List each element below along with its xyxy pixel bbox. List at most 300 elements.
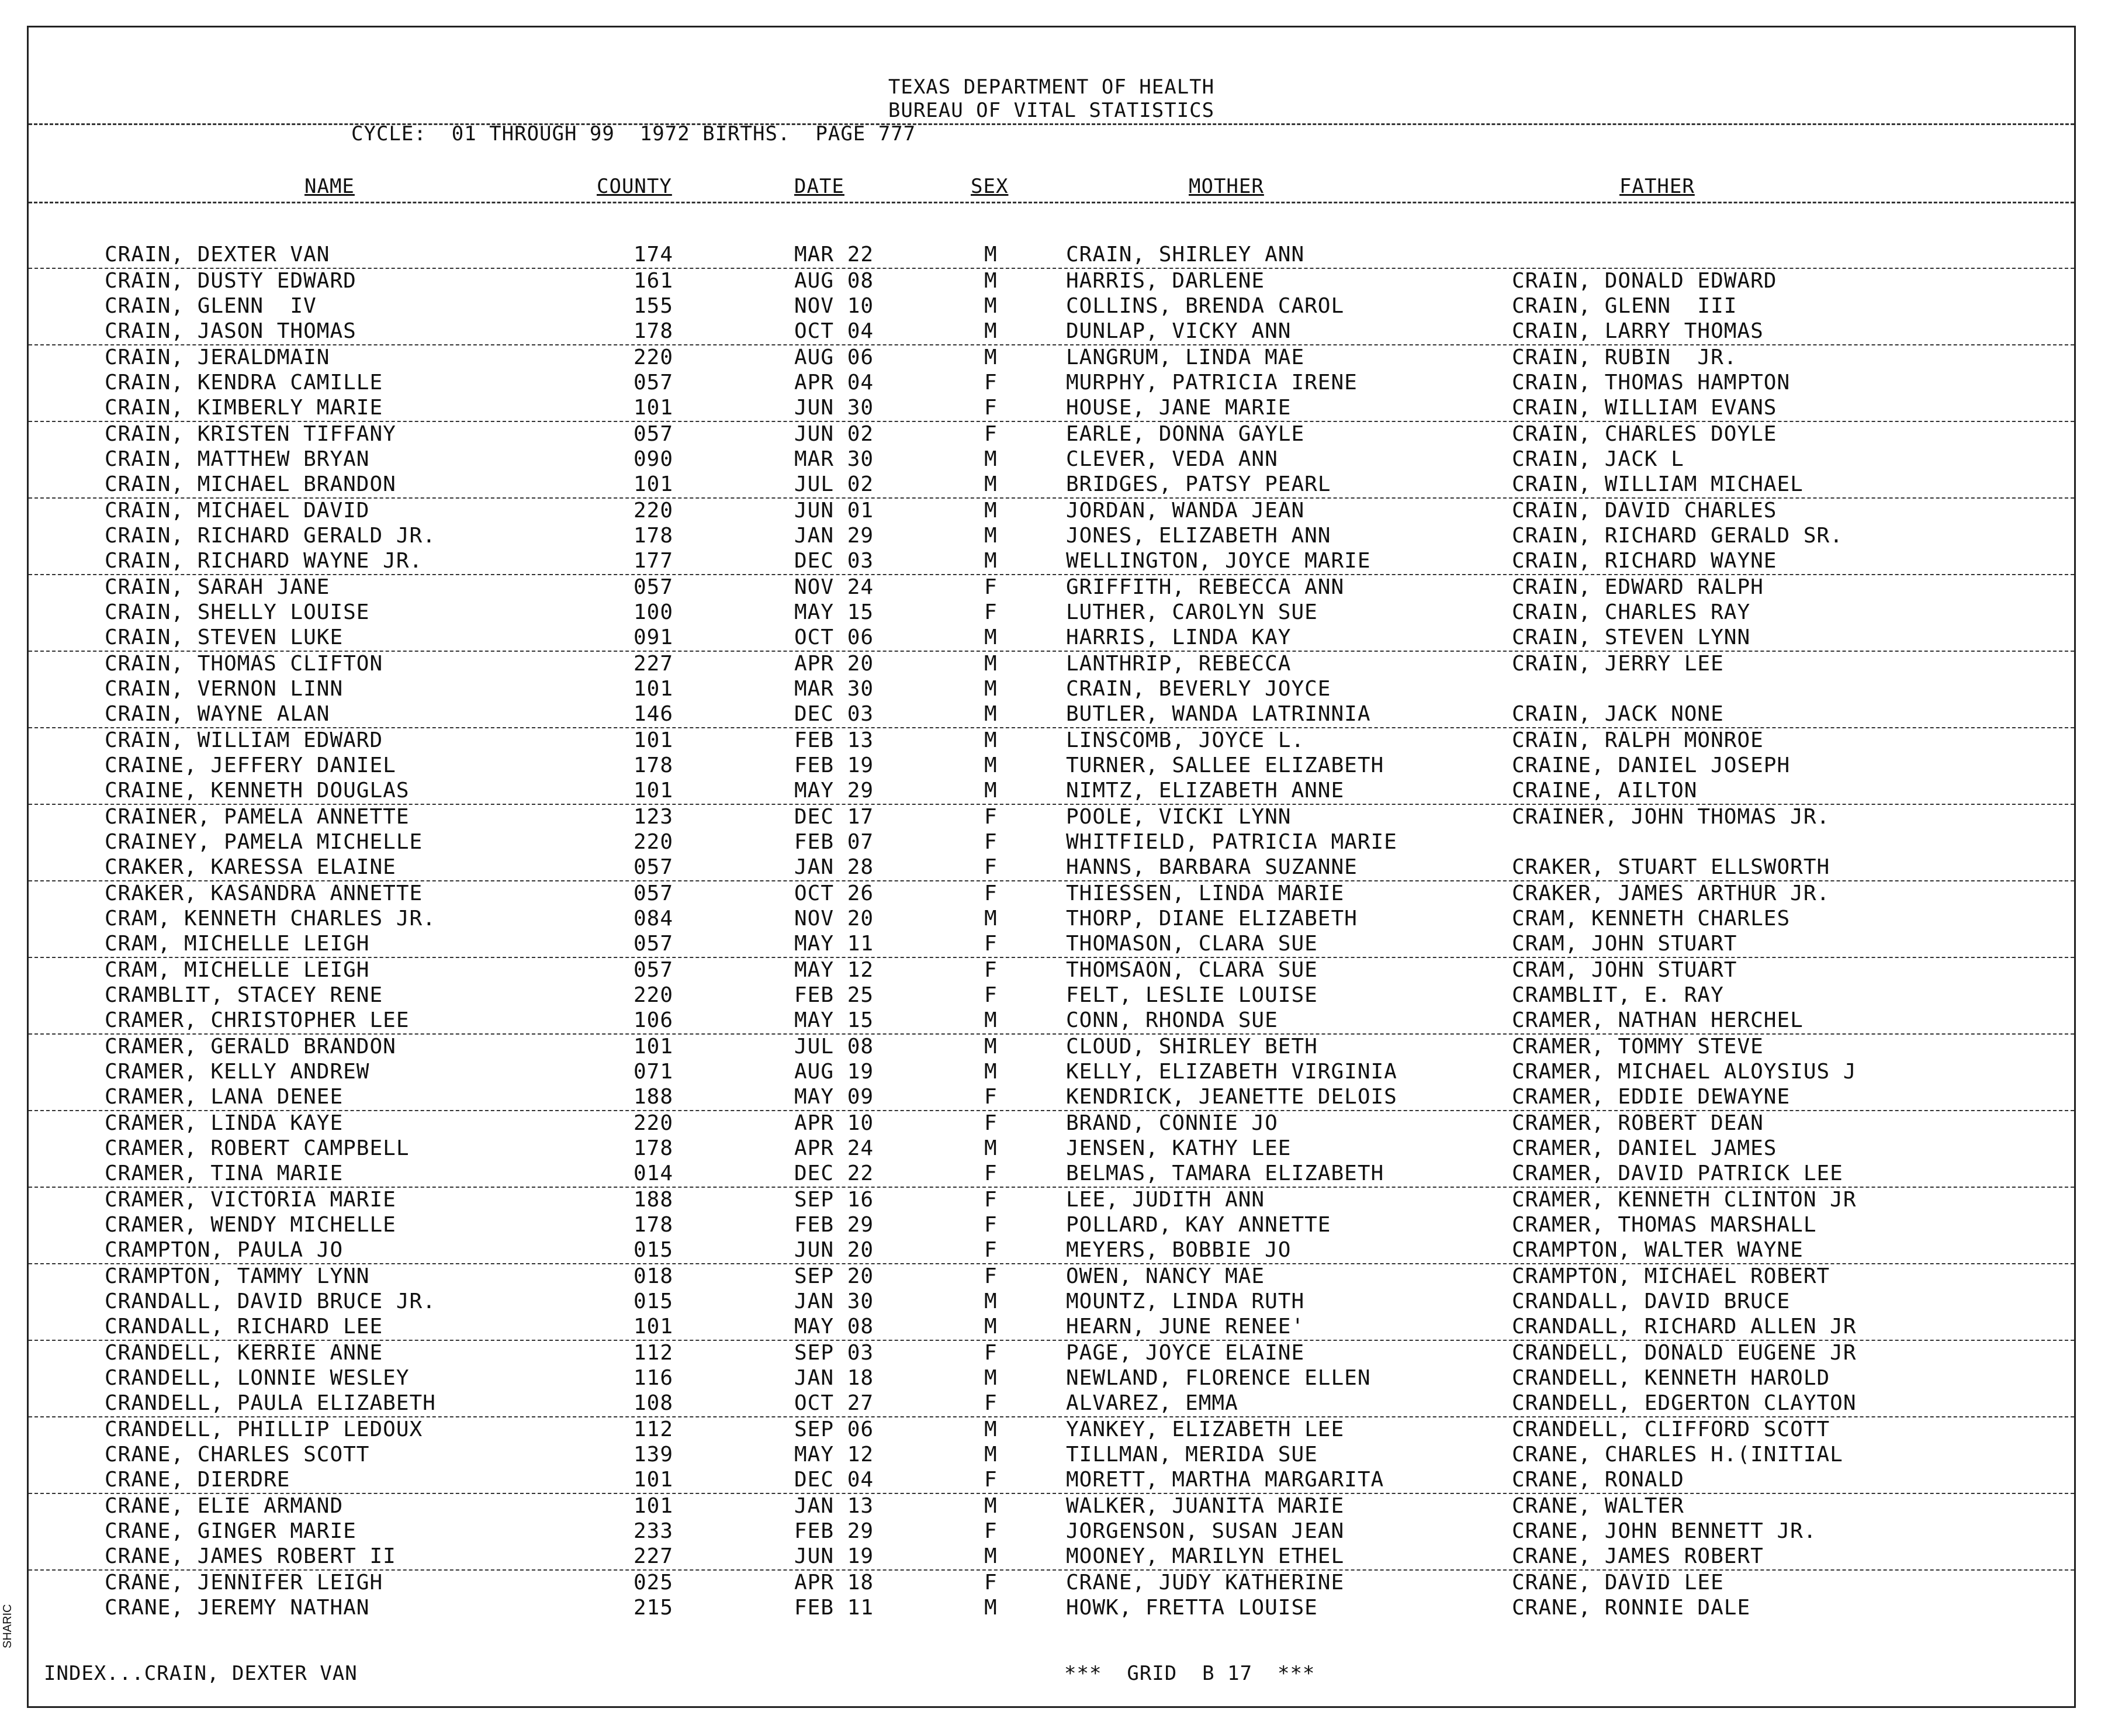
header-divider	[29, 123, 2074, 125]
record-row	[29, 1136, 2074, 1161]
column-header-sex: SEX	[971, 175, 1009, 198]
record-sex: F	[984, 881, 998, 905]
record-father: CRAMER, KENNETH CLINTON JR	[1512, 1188, 1857, 1212]
record-mother: CLEVER, VEDA ANN	[1066, 447, 1278, 471]
record-name: CRANDELL, PHILLIP LEDOUX	[105, 1417, 423, 1441]
record-date: NOV 10	[794, 294, 874, 318]
record-mother: EARLE, DONNA GAYLE	[1066, 422, 1305, 446]
record-mother: POLLARD, KAY ANNETTE	[1066, 1213, 1331, 1237]
record-county: 116	[634, 1366, 674, 1390]
record-row	[29, 1315, 2074, 1341]
record-mother: DUNLAP, VICKY ANN	[1066, 319, 1292, 343]
record-row	[29, 1008, 2074, 1035]
record-county: 101	[634, 677, 674, 701]
record-county: 161	[634, 269, 674, 293]
record-date: FEB 29	[794, 1213, 874, 1237]
record-name: CRAIN, SHELLY LOUISE	[105, 600, 370, 624]
record-row	[29, 779, 2074, 805]
record-sex: M	[984, 472, 998, 496]
record-name: CRANE, DIERDRE	[105, 1468, 290, 1492]
record-sex: F	[984, 1571, 998, 1595]
record-father: CRAIN, THOMAS HAMPTON	[1512, 371, 1791, 395]
record-sex: F	[984, 855, 998, 879]
record-date: JUN 01	[794, 499, 874, 523]
record-row	[29, 1519, 2074, 1544]
record-father: CRAIN, JACK NONE	[1512, 702, 1724, 726]
record-county: 233	[634, 1519, 674, 1543]
record-name: CRAIN, JASON THOMAS	[105, 319, 356, 343]
record-name: CRAIN, GLENN IV	[105, 294, 317, 318]
record-name: CRAMER, LANA DENEE	[105, 1085, 344, 1109]
record-row	[29, 269, 2074, 294]
record-father: CRANE, DAVID LEE	[1512, 1571, 1724, 1595]
record-date: DEC 22	[794, 1161, 874, 1185]
record-name: CRAIN, RICHARD GERALD JR.	[105, 524, 436, 548]
record-county: 101	[634, 396, 674, 420]
record-county: 100	[634, 600, 674, 624]
record-date: MAY 15	[794, 1008, 874, 1032]
record-sex: F	[984, 830, 998, 854]
record-date: APR 20	[794, 652, 874, 676]
record-name: CRANE, CHARLES SCOTT	[105, 1443, 370, 1467]
record-mother: KENDRICK, JEANETTE DELOIS	[1066, 1085, 1397, 1109]
record-name: CRAIN, KENDRA CAMILLE	[105, 371, 383, 395]
record-sex: M	[984, 499, 998, 523]
record-row	[29, 1035, 2074, 1060]
record-date: OCT 26	[794, 881, 874, 905]
record-name: CRAIN, THOMAS CLIFTON	[105, 652, 383, 676]
record-county: 101	[634, 1315, 674, 1339]
record-sex: M	[984, 447, 998, 471]
record-date: JUL 08	[794, 1035, 874, 1059]
record-father: CRAM, KENNETH CHARLES	[1512, 907, 1791, 931]
record-father: CRAIN, CHARLES DOYLE	[1512, 422, 1777, 446]
record-sex: F	[984, 1391, 998, 1415]
record-sex: M	[984, 625, 998, 649]
record-date: AUG 08	[794, 269, 874, 293]
report-subtitle: BUREAU OF VITAL STATISTICS	[888, 99, 1215, 122]
record-name: CRAMER, VICTORIA MARIE	[105, 1188, 396, 1212]
record-row	[29, 1213, 2074, 1238]
record-name: CRAKER, KARESSA ELAINE	[105, 855, 396, 879]
record-county: 188	[634, 1085, 674, 1109]
record-mother: LANGRUM, LINDA MAE	[1066, 345, 1305, 369]
record-sex: F	[984, 983, 998, 1007]
record-sex: F	[984, 575, 998, 599]
record-date: OCT 27	[794, 1391, 874, 1415]
column-header-date: DATE	[794, 175, 844, 198]
record-county: 057	[634, 855, 674, 879]
record-name: CRAIN, VERNON LINN	[105, 677, 344, 701]
record-mother: THOMASON, CLARA SUE	[1066, 932, 1318, 956]
record-row	[29, 881, 2074, 907]
record-father: CRAIN, RICHARD GERALD SR.	[1512, 524, 1843, 548]
record-name: CRAMER, CHRISTOPHER LEE	[105, 1008, 410, 1032]
record-mother: BELMAS, TAMARA ELIZABETH	[1066, 1161, 1384, 1185]
record-county: 057	[634, 422, 674, 446]
record-sex: M	[984, 524, 998, 548]
record-mother: LEE, JUDITH ANN	[1066, 1188, 1265, 1212]
record-sex: M	[984, 549, 998, 573]
record-name: CRAINER, PAMELA ANNETTE	[105, 805, 410, 829]
record-county: 106	[634, 1008, 674, 1032]
record-county: 101	[634, 1494, 674, 1518]
record-father: CRAMPTON, WALTER WAYNE	[1512, 1238, 1804, 1262]
record-county: 101	[634, 472, 674, 496]
record-date: DEC 03	[794, 549, 874, 573]
record-father: CRAIN, RUBIN JR.	[1512, 345, 1737, 369]
column-header-mother: MOTHER	[1189, 175, 1264, 198]
record-mother: HARRIS, LINDA KAY	[1066, 625, 1292, 649]
record-sex: M	[984, 1366, 998, 1390]
record-date: AUG 06	[794, 345, 874, 369]
record-sex: M	[984, 677, 998, 701]
record-date: AUG 19	[794, 1060, 874, 1084]
record-father: CRANDELL, KENNETH HAROLD	[1512, 1366, 1830, 1390]
record-father: CRAINE, DANIEL JOSEPH	[1512, 753, 1791, 777]
record-row	[29, 625, 2074, 652]
record-county: 057	[634, 881, 674, 905]
record-name: CRANDELL, PAULA ELIZABETH	[105, 1391, 436, 1415]
record-father: CRAIN, JACK L	[1512, 447, 1684, 471]
record-county: 084	[634, 907, 674, 931]
record-name: CRAIN, MICHAEL DAVID	[105, 499, 370, 523]
record-name: CRANE, ELIE ARMAND	[105, 1494, 344, 1518]
record-mother: MOUNTZ, LINDA RUTH	[1066, 1289, 1305, 1313]
record-date: SEP 20	[794, 1264, 874, 1288]
record-sex: M	[984, 1289, 998, 1313]
record-row	[29, 575, 2074, 600]
record-mother: YANKEY, ELIZABETH LEE	[1066, 1417, 1345, 1441]
record-row	[29, 677, 2074, 702]
record-date: JUL 02	[794, 472, 874, 496]
record-county: 057	[634, 958, 674, 982]
record-name: CRAIN, DEXTER VAN	[105, 243, 330, 267]
record-row	[29, 1571, 2074, 1596]
record-father: CRANE, JAMES ROBERT	[1512, 1544, 1764, 1568]
record-sex: F	[984, 1264, 998, 1288]
record-date: APR 04	[794, 371, 874, 395]
record-father: CRAMER, TOMMY STEVE	[1512, 1035, 1764, 1059]
record-sex: F	[984, 1111, 998, 1135]
record-name: CRAIN, MICHAEL BRANDON	[105, 472, 396, 496]
grid-reference: *** GRID B 17 ***	[1064, 1662, 1316, 1685]
record-father: CRAIN, STEVEN LYNN	[1512, 625, 1751, 649]
record-row	[29, 1161, 2074, 1188]
record-name: CRAINEY, PAMELA MICHELLE	[105, 830, 423, 854]
record-sex: M	[984, 779, 998, 803]
record-father: CRAM, JOHN STUART	[1512, 932, 1737, 956]
record-mother: TURNER, SALLEE ELIZABETH	[1066, 753, 1384, 777]
record-mother: ALVAREZ, EMMA	[1066, 1391, 1238, 1415]
record-sex: M	[984, 702, 998, 726]
record-mother: FELT, LESLIE LOUISE	[1066, 983, 1318, 1007]
record-mother: OWEN, NANCY MAE	[1066, 1264, 1265, 1288]
record-name: CRAIN, MATTHEW BRYAN	[105, 447, 370, 471]
record-father: CRANDELL, DONALD EUGENE JR	[1512, 1341, 1857, 1365]
record-sex: M	[984, 345, 998, 369]
record-mother: CONN, RHONDA SUE	[1066, 1008, 1278, 1032]
record-county: 177	[634, 549, 674, 573]
record-date: APR 18	[794, 1571, 874, 1595]
record-county: 018	[634, 1264, 674, 1288]
record-mother: WELLINGTON, JOYCE MARIE	[1066, 549, 1371, 573]
record-sex: M	[984, 1315, 998, 1339]
record-county: 015	[634, 1238, 674, 1262]
record-mother: JORGENSON, SUSAN JEAN	[1066, 1519, 1345, 1543]
record-county: 178	[634, 1136, 674, 1160]
record-county: 215	[634, 1596, 674, 1620]
record-sex: M	[984, 319, 998, 343]
record-row	[29, 1443, 2074, 1468]
record-date: FEB 29	[794, 1519, 874, 1543]
record-name: CRAM, MICHELLE LEIGH	[105, 932, 370, 956]
record-county: 178	[634, 1213, 674, 1237]
record-row	[29, 753, 2074, 779]
record-father: CRAIN, JERRY LEE	[1512, 652, 1724, 676]
record-sex: F	[984, 1188, 998, 1212]
record-father: CRAIN, RALPH MONROE	[1512, 728, 1764, 752]
record-name: CRAINE, KENNETH DOUGLAS	[105, 779, 410, 803]
record-mother: HANNS, BARBARA SUZANNE	[1066, 855, 1358, 879]
record-row	[29, 1391, 2074, 1417]
record-row	[29, 1494, 2074, 1519]
record-date: NOV 24	[794, 575, 874, 599]
record-father: CRAMER, MICHAEL ALOYSIUS J	[1512, 1060, 1857, 1084]
record-name: CRAMER, TINA MARIE	[105, 1161, 344, 1185]
record-mother: NIMTZ, ELIZABETH ANNE	[1066, 779, 1345, 803]
record-name: CRAIN, RICHARD WAYNE JR.	[105, 549, 423, 573]
record-mother: WALKER, JUANITA MARIE	[1066, 1494, 1345, 1518]
record-sex: F	[984, 1519, 998, 1543]
record-row	[29, 1596, 2074, 1621]
record-mother: HEARN, JUNE RENEE'	[1066, 1315, 1305, 1339]
record-mother: CRANE, JUDY KATHERINE	[1066, 1571, 1345, 1595]
record-date: MAR 30	[794, 677, 874, 701]
record-sex: M	[984, 1494, 998, 1518]
record-date: JUN 19	[794, 1544, 874, 1568]
record-sex: M	[984, 1443, 998, 1467]
record-row	[29, 319, 2074, 345]
record-father: CRAM, JOHN STUART	[1512, 958, 1737, 982]
record-county: 220	[634, 983, 674, 1007]
record-sex: M	[984, 1060, 998, 1084]
record-county: 220	[634, 1111, 674, 1135]
record-sex: F	[984, 396, 998, 420]
record-name: CRAMER, WENDY MICHELLE	[105, 1213, 396, 1237]
record-date: DEC 17	[794, 805, 874, 829]
record-county: 146	[634, 702, 674, 726]
records-list	[29, 243, 2074, 1621]
record-county: 071	[634, 1060, 674, 1084]
record-mother: MORETT, MARTHA MARGARITA	[1066, 1468, 1384, 1492]
record-date: MAY 29	[794, 779, 874, 803]
cycle-line: CYCLE: 01 THROUGH 99 1972 BIRTHS. PAGE 777	[351, 122, 916, 146]
record-name: CRANE, JEREMY NATHAN	[105, 1596, 370, 1620]
record-sex: M	[984, 1035, 998, 1059]
record-name: CRAIN, WAYNE ALAN	[105, 702, 330, 726]
record-county: 220	[634, 499, 674, 523]
record-date: OCT 04	[794, 319, 874, 343]
record-mother: THOMSAON, CLARA SUE	[1066, 958, 1318, 982]
record-mother: HOUSE, JANE MARIE	[1066, 396, 1292, 420]
record-date: DEC 03	[794, 702, 874, 726]
record-mother: MURPHY, PATRICIA IRENE	[1066, 371, 1358, 395]
record-name: CRAMBLIT, STACEY RENE	[105, 983, 383, 1007]
report-frame	[27, 26, 2076, 1708]
record-sex: M	[984, 269, 998, 293]
record-county: 101	[634, 728, 674, 752]
record-row	[29, 1264, 2074, 1289]
record-row	[29, 830, 2074, 855]
record-mother: PAGE, JOYCE ELAINE	[1066, 1341, 1305, 1365]
record-mother: LINSCOMB, JOYCE L.	[1066, 728, 1305, 752]
record-date: MAY 09	[794, 1085, 874, 1109]
record-row	[29, 1468, 2074, 1494]
record-county: 101	[634, 779, 674, 803]
record-date: SEP 06	[794, 1417, 874, 1441]
record-sex: M	[984, 1544, 998, 1568]
record-row	[29, 1111, 2074, 1136]
record-mother: KELLY, ELIZABETH VIRGINIA	[1066, 1060, 1397, 1084]
record-sex: M	[984, 1008, 998, 1032]
record-mother: JONES, ELIZABETH ANN	[1066, 524, 1331, 548]
record-date: MAY 15	[794, 600, 874, 624]
record-name: CRANE, GINGER MARIE	[105, 1519, 356, 1543]
record-date: JAN 30	[794, 1289, 874, 1313]
record-father: CRAIN, LARRY THOMAS	[1512, 319, 1764, 343]
record-name: CRAMER, LINDA KAYE	[105, 1111, 344, 1135]
record-date: JAN 13	[794, 1494, 874, 1518]
record-sex: M	[984, 1417, 998, 1441]
record-father: CRAMER, DANIEL JAMES	[1512, 1136, 1777, 1160]
record-sex: F	[984, 422, 998, 446]
record-sex: F	[984, 1085, 998, 1109]
record-father: CRAMER, ROBERT DEAN	[1512, 1111, 1764, 1135]
record-father: CRAKER, JAMES ARTHUR JR.	[1512, 881, 1830, 905]
record-father: CRANDELL, EDGERTON CLAYTON	[1512, 1391, 1857, 1415]
record-mother: GRIFFITH, REBECCA ANN	[1066, 575, 1345, 599]
record-name: CRAMER, ROBERT CAMPBELL	[105, 1136, 410, 1160]
record-row	[29, 549, 2074, 575]
record-father: CRAIN, DAVID CHARLES	[1512, 499, 1777, 523]
record-row	[29, 422, 2074, 447]
record-father: CRAIN, CHARLES RAY	[1512, 600, 1751, 624]
record-sex: M	[984, 753, 998, 777]
record-sex: M	[984, 294, 998, 318]
record-county: 101	[634, 1035, 674, 1059]
record-name: CRAIN, WILLIAM EDWARD	[105, 728, 383, 752]
record-row	[29, 1238, 2074, 1264]
record-mother: MOONEY, MARILYN ETHEL	[1066, 1544, 1345, 1568]
record-county: 015	[634, 1289, 674, 1313]
record-date: FEB 07	[794, 830, 874, 854]
record-sex: M	[984, 1136, 998, 1160]
record-date: MAY 11	[794, 932, 874, 956]
record-father: CRAMPTON, MICHAEL ROBERT	[1512, 1264, 1830, 1288]
record-county: 101	[634, 1468, 674, 1492]
record-father: CRAMER, EDDIE DEWAYNE	[1512, 1085, 1791, 1109]
column-header-county: COUNTY	[597, 175, 672, 198]
record-father: CRANE, CHARLES H.(INITIAL	[1512, 1443, 1843, 1467]
record-father: CRANE, RONALD	[1512, 1468, 1684, 1492]
record-county: 227	[634, 652, 674, 676]
record-row	[29, 294, 2074, 319]
record-date: NOV 20	[794, 907, 874, 931]
record-county: 178	[634, 753, 674, 777]
record-county: 091	[634, 625, 674, 649]
record-name: CRAIN, KRISTEN TIFFANY	[105, 422, 396, 446]
record-father: CRAINER, JOHN THOMAS JR.	[1512, 805, 1830, 829]
record-row	[29, 1341, 2074, 1366]
record-county: 025	[634, 1571, 674, 1595]
record-name: CRANE, JENNIFER LEIGH	[105, 1571, 383, 1595]
record-mother: THIESSEN, LINDA MARIE	[1066, 881, 1345, 905]
record-county: 112	[634, 1417, 674, 1441]
record-date: MAR 30	[794, 447, 874, 471]
record-row	[29, 472, 2074, 499]
record-county: 220	[634, 345, 674, 369]
index-footer: INDEX...CRAIN, DEXTER VAN	[44, 1662, 358, 1685]
column-header-father: FATHER	[1619, 175, 1695, 198]
record-mother: BUTLER, WANDA LATRINNIA	[1066, 702, 1371, 726]
record-sex: F	[984, 600, 998, 624]
record-name: CRAM, MICHELLE LEIGH	[105, 958, 370, 982]
record-county: 057	[634, 371, 674, 395]
record-row	[29, 499, 2074, 524]
record-father: CRAINE, AILTON	[1512, 779, 1698, 803]
record-name: CRAMER, GERALD BRANDON	[105, 1035, 396, 1059]
record-name: CRANDALL, DAVID BRUCE JR.	[105, 1289, 436, 1313]
record-sex: F	[984, 371, 998, 395]
record-sex: M	[984, 907, 998, 931]
record-date: JAN 28	[794, 855, 874, 879]
record-mother: BRIDGES, PATSY PEARL	[1066, 472, 1331, 496]
record-row	[29, 958, 2074, 983]
record-row	[29, 371, 2074, 396]
record-father: CRANE, RONNIE DALE	[1512, 1596, 1751, 1620]
record-sex: F	[984, 1213, 998, 1237]
record-row	[29, 728, 2074, 753]
record-father: CRAMER, DAVID PATRICK LEE	[1512, 1161, 1843, 1185]
report-title: TEXAS DEPARTMENT OF HEALTH	[888, 75, 1215, 99]
record-father: CRAIN, WILLIAM EVANS	[1512, 396, 1777, 420]
record-row	[29, 702, 2074, 728]
record-county: 174	[634, 243, 674, 267]
record-row	[29, 243, 2074, 269]
record-father: CRAIN, WILLIAM MICHAEL	[1512, 472, 1804, 496]
record-father: CRAMBLIT, E. RAY	[1512, 983, 1724, 1007]
record-date: JUN 30	[794, 396, 874, 420]
record-mother: CRAIN, BEVERLY JOYCE	[1066, 677, 1331, 701]
record-date: JAN 29	[794, 524, 874, 548]
record-sex: F	[984, 1468, 998, 1492]
record-date: MAY 12	[794, 958, 874, 982]
record-county: 178	[634, 319, 674, 343]
record-father: CRAIN, EDWARD RALPH	[1512, 575, 1764, 599]
record-sex: F	[984, 1238, 998, 1262]
record-row	[29, 907, 2074, 932]
record-father: CRAMER, NATHAN HERCHEL	[1512, 1008, 1804, 1032]
record-row	[29, 1366, 2074, 1391]
record-mother: JORDAN, WANDA JEAN	[1066, 499, 1305, 523]
record-county: 014	[634, 1161, 674, 1185]
record-county: 123	[634, 805, 674, 829]
record-name: CRAMPTON, PAULA JO	[105, 1238, 344, 1262]
record-name: CRAMPTON, TAMMY LYNN	[105, 1264, 370, 1288]
record-mother: TILLMAN, MERIDA SUE	[1066, 1443, 1318, 1467]
record-date: FEB 13	[794, 728, 874, 752]
